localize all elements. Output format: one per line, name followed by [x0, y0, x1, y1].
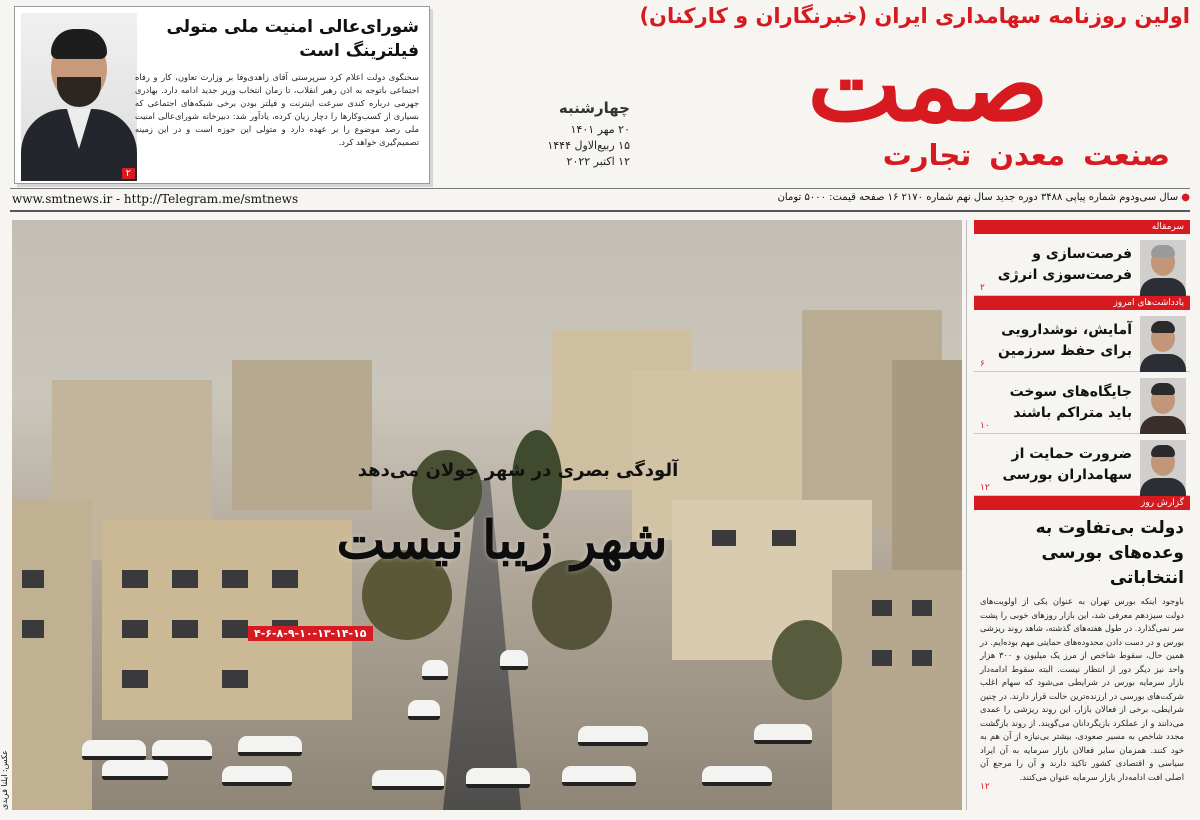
editorial-label: سرمقاله	[974, 220, 1190, 234]
editorial-author-photo	[1140, 240, 1186, 296]
note-page: ۱۲	[980, 483, 990, 493]
note-story[interactable]	[974, 372, 1190, 434]
note-page: ۱۰	[980, 421, 990, 431]
report-label: گزارش روز	[974, 496, 1190, 510]
report-body: باوجود اینکه بورس تهران به عنوان یکی از اولویت‌های دولت سیزدهم معرفی شد، این بازار روزهای خوبی را پشت سر نمی‌گذارد. در طول هفته‌های گذشته، شاهد روند ریزشی بورس و در دست دادن محدوده‌های حمایتی مهم بوده‌ایم. در همین حال، سقوط شاخص از مرز یک میلیون و ۳۰۰ هزار واحد نیز دیگر دور از انتظار نیست. البته سقوط ادامه‌دار بازار سرمایه بورس در شرایطی می‌شود که سهام اغلب شرکت‌های بورسی در ارزنده‌ترین حالت قرار دارند. در چنین شرایطی، برخی از فعالان بازار، این روند ریزشی را عمدی می‌دانند و از عملکرد بازیگردانان می‌گویند. از روند بازگشت مجدد شاخص به مسیر صعودی، بیشتر بی‌نیازه از آن هم به خود کنند. همزمان سایر فعالان بازار سرمایه به آن ایراد سیاسی و اقتصادی کشور تاکید دارند و آن را مرجع آن اصلی افت ادامه‌دار بازار سرمایه عنوان می‌کنند.	[980, 596, 1184, 782]
logo-sub-industry: صنعت	[1083, 138, 1170, 172]
main-headline[interactable]: شهر زیبا نیست	[336, 510, 668, 571]
main-kicker[interactable]: آلودگی بصری در شهر جولان می‌دهد	[357, 460, 679, 481]
logo-sub-trade: تجارت	[882, 138, 972, 172]
report-story[interactable]	[974, 510, 1190, 796]
main-story-pages: ۴-۶-۸-۹-۱۰-۱۳-۱۴-۱۵	[248, 626, 373, 641]
spokesman-photo	[21, 13, 137, 181]
masthead-divider	[10, 188, 1190, 189]
note-author-photo	[1140, 316, 1186, 372]
note-page: ۶	[980, 359, 985, 369]
tagline: اولین روزنامه سهامداری ایران (خبرنگاران و کارکنان)	[639, 4, 1190, 28]
report-page: ۱۲	[980, 782, 990, 792]
top-story-page: ۲	[122, 168, 135, 179]
photo-credit: عکس: ایلنا فریدی	[0, 749, 9, 810]
editorial-page: ۲	[980, 283, 985, 293]
editorial-title[interactable]: فرصت‌سازی و فرصت‌سوزی انرژی	[997, 246, 1132, 283]
newspaper-logo: صمت	[807, 26, 1049, 144]
top-story-box[interactable]	[14, 6, 430, 184]
report-title[interactable]: دولت بی‌تفاوت به وعده‌های بورسی انتخاباتی	[1035, 518, 1184, 588]
editorial-story[interactable]	[974, 234, 1190, 296]
notes-label: یادداشت‌های امروز	[974, 296, 1190, 310]
gregorian-date: ۱۲ اکتبر ۲۰۲۲	[566, 155, 630, 168]
logo-subtitle	[650, 138, 1170, 172]
column-divider	[966, 220, 967, 810]
main-city-photo	[12, 220, 962, 810]
note-author-photo	[1140, 378, 1186, 434]
top-story-body: سخنگوی دولت اعلام کرد سرپرستی آقای زاهدی‌وفا بر وزارت تعاون، کار و رفاه اجتماعی باتوجه به اذن رهبر انقلاب، تا زمان انتخاب وزیر جدید ادامه دارد. بهادری جهرمی درباره کندی سرعت اینترنت و فیلتر بودن برخی شبکه‌های اجتماعی که بسیاری از کسب‌وکارها را دچار زیان کرده، یادآور شد: دبیرخانه شورای‌عالی امنیت ملی رصد موضوع را بر عهده دارد و متولی این حوزه است و در این زمینه تصمیم‌گیری خواهد کرد.	[135, 72, 419, 147]
issue-info: ● سال سی‌ودوم شماره پیاپی ۳۴۸۸ دوره جدید سال نهم شماره ۲۱۷۰ ۱۶ صفحه قیمت: ۵۰۰۰ تومان	[777, 192, 1190, 203]
website-links[interactable]: www.smtnews.ir - http://Telegram.me/smtnews	[12, 192, 299, 206]
header-rule	[10, 210, 1190, 212]
masthead	[0, 0, 1200, 206]
logo-sub-mine: معدن	[989, 138, 1066, 172]
solar-date: ۲۰ مهر ۱۴۰۱	[570, 123, 630, 136]
note-story[interactable]	[974, 310, 1190, 372]
issue-date	[530, 100, 630, 170]
top-story-title[interactable]: شورای‌عالی امنیت ملی متولی فیلترینگ است	[166, 17, 419, 61]
lunar-date: ۱۵ ربیع‌الاول ۱۴۴۴	[547, 139, 630, 152]
note-title[interactable]: جایگاه‌های سوخت باید متراکم باشند	[1009, 384, 1132, 421]
note-author-photo	[1140, 440, 1186, 496]
weekday: چهارشنبه	[558, 99, 630, 117]
note-title[interactable]: ضرورت حمایت از سهامداران بورسی	[1002, 446, 1132, 483]
note-story[interactable]	[974, 434, 1190, 496]
note-title[interactable]: آمایش، نوشدارویی برای حفظ سرزمین	[997, 322, 1132, 359]
side-column	[974, 220, 1190, 812]
